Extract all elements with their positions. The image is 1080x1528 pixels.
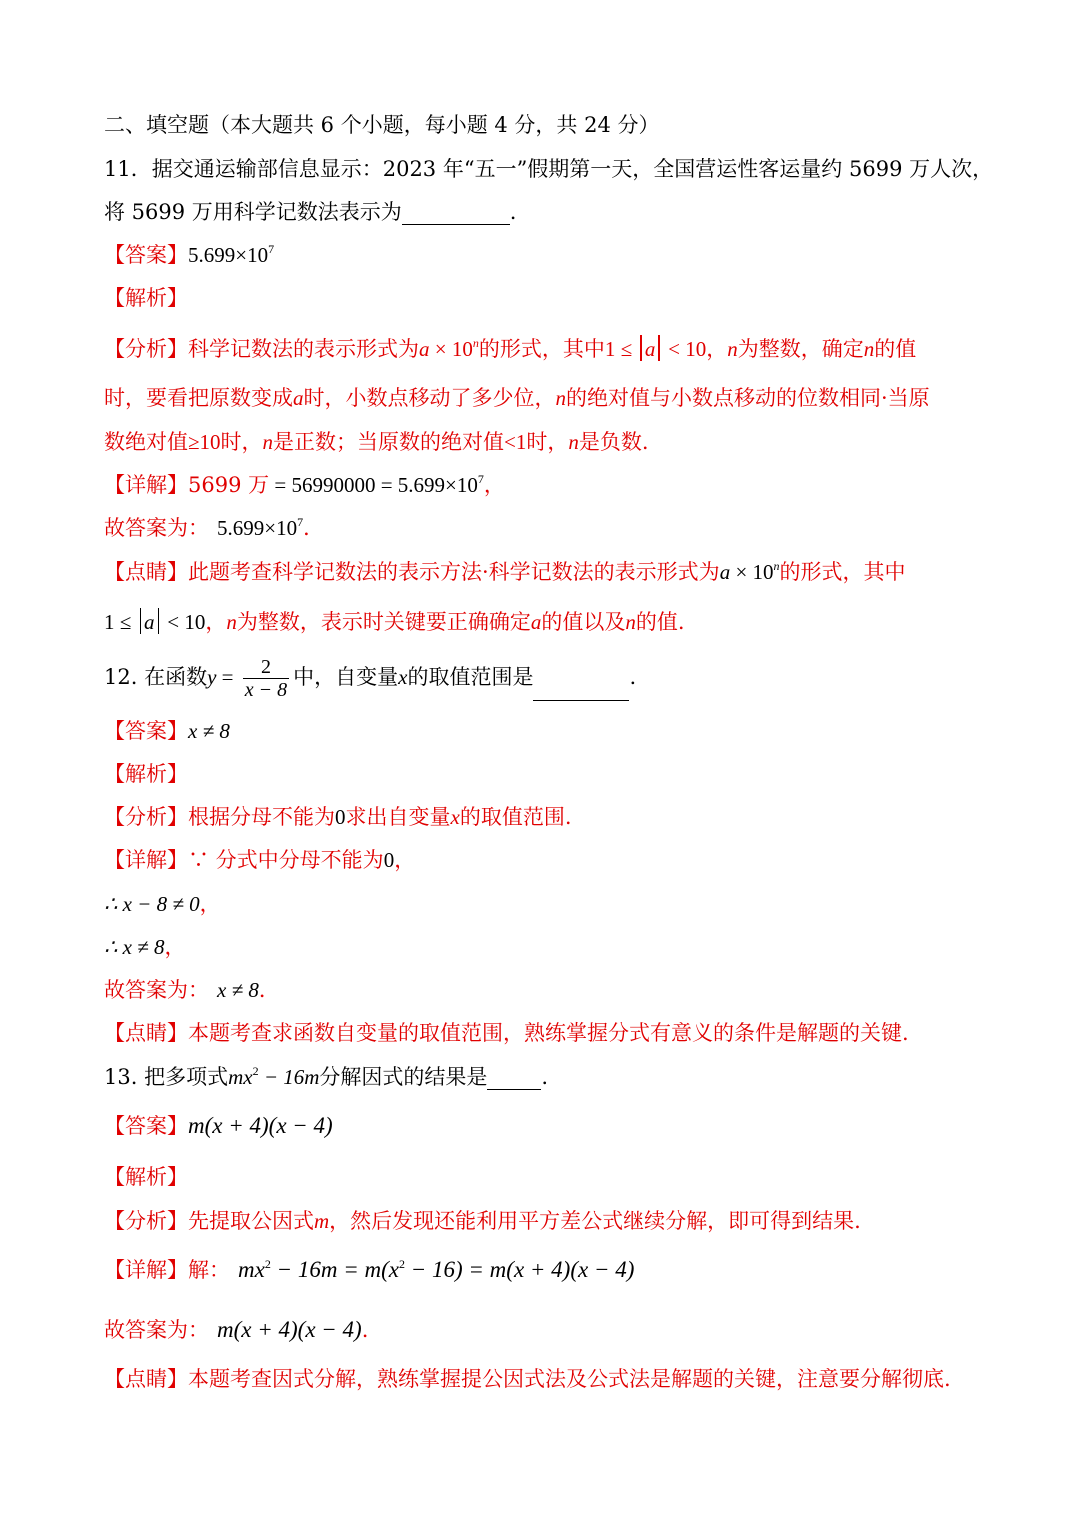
q12-step-1: ∴ x − 8 ≠ 0，: [104, 892, 221, 916]
q13-stem: 13. 把多项式$mx^2 - 16m$分解因式的结果是 .: [104, 1064, 549, 1089]
q13-detail: 【详解】解： $mx^2 - 16m = m(x^2 - 16) = m(x + 4)(x - 4)$: [104, 1257, 635, 1282]
q11-jiexi-label: 【解析】: [104, 286, 188, 310]
q11-stem-line-2: 将 5699 万用科学记数法表示为 .: [104, 200, 517, 224]
q11-analysis-line-1: 【分析】科学记数法的表示形式为$a \times 10^n$的形式，其中1 ≤ a < 10，n为整数，确定n的值: [104, 336, 917, 361]
answer-blank: [402, 202, 510, 225]
q11-analysis-line-2: 时，要看把原数变成a时，小数点移动了多少位，n的绝对值与小数点移动的位数相同·当原: [104, 386, 930, 410]
q11-stem-line-1: 11．据交通运输部信息显示：2023 年“五一”假期第一天，全国营运性客运量约 5699 万人次，: [104, 157, 994, 181]
q12-jiexi-label: 【解析】: [104, 762, 188, 786]
q12-comment: 【点睛】本题考查求函数自变量的取值范围，熟练掌握分式有意义的条件是解题的关键.: [104, 1021, 909, 1045]
answer-blank: [487, 1067, 541, 1090]
q13-analysis: 【分析】先提取公因式m，然后发现还能利用平方差公式继续分解，即可得到结果.: [104, 1209, 861, 1233]
q11-comment-line-1: 【点睛】此题考查科学记数法的表示方法·科学记数法的表示形式为$a \times 10^n$的形式，其中: [104, 559, 906, 584]
q13-answer: 【答案】m(x + 4)(x − 4): [104, 1113, 333, 1138]
q12-answer: 【答案】x ≠ 8: [104, 719, 230, 743]
answer-blank: [533, 678, 629, 701]
q11-comment-line-2: 1 ≤ a < 10，n为整数，表示时关键要正确确定a的值以及n的值.: [104, 610, 685, 634]
q12-stem: 12. 在函数y = $\frac{2}{x - 8}$ 中，自变量x的取值范围是 .: [104, 656, 637, 701]
q13-comment: 【点睛】本题考查因式分解，熟练掌握提公因式法及公式法是解题的关键，注意要分解彻底.: [104, 1367, 951, 1391]
section-header: 二、填空题（本大题共 6 个小题，每小题 4 分，共 24 分）: [104, 113, 660, 137]
q12-detail: 【详解】∵ 分式中分母不能为0，: [104, 848, 416, 872]
q12-step-2: ∴ x ≠ 8，: [104, 935, 186, 959]
q12-final: 故答案为： x ≠ 8．: [104, 978, 280, 1002]
q11-answer: 【答案】$5.699\times 10^7$: [104, 242, 275, 267]
q11-analysis-line-3: 数绝对值≥10时，n是正数；当原数的绝对值<1时，n是负数.: [104, 430, 649, 454]
answer-label: 【答案】: [104, 243, 188, 267]
q11-detail: 【详解】5699 万 = $56990000 = 5.699\times 10^7$，: [104, 472, 505, 497]
q13-final: 故答案为： m(x + 4)(x − 4).: [104, 1317, 369, 1342]
q12-analysis: 【分析】根据分母不能为0求出自变量x的取值范围.: [104, 805, 572, 829]
q11-final: 故答案为： $5.699\times 10^7$．: [104, 515, 325, 540]
fraction: $\frac{2}{x - 8}$: [244, 656, 288, 701]
q13-jiexi-label: 【解析】: [104, 1165, 188, 1189]
